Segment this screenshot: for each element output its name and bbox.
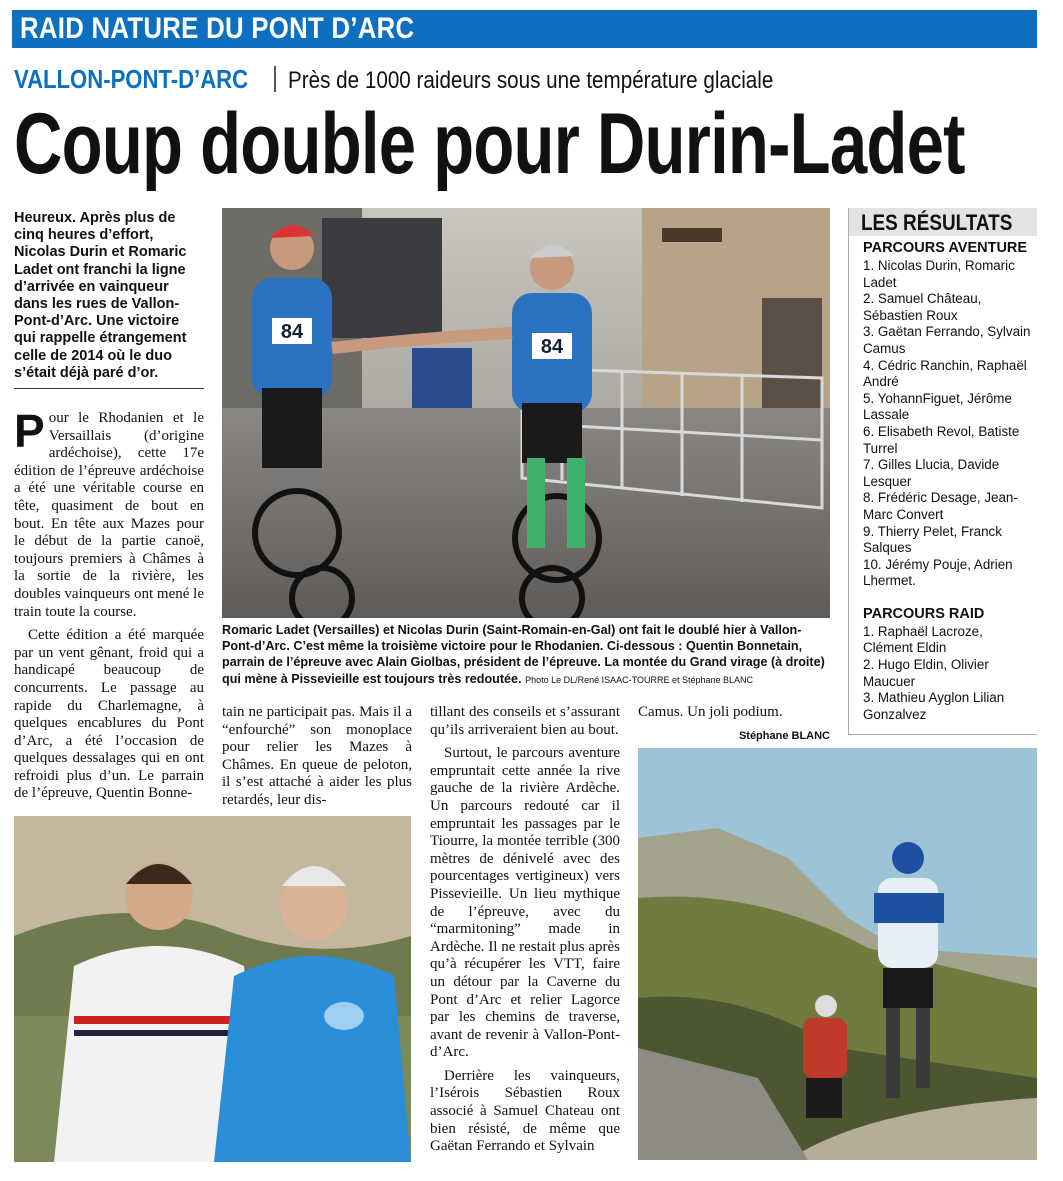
- photo-uphill-climb: [638, 748, 1037, 1160]
- photo-finish-line: [222, 208, 830, 618]
- result-item: 2. Hugo Eldin, Olivier Maucuer: [863, 657, 989, 689]
- result-item: 10. Jérémy Pouje, Adrien Lhermet.: [863, 556, 1013, 589]
- article-column-1: [14, 405, 204, 809]
- paragraph: Derrière les vainqueurs, l’Isérois Sébastien Roux associé à Samuel Chateau ont bien résisté, de même que Gaëtan Ferrando et Sylvain: [430, 1067, 620, 1155]
- finish-line-illustration: [222, 208, 830, 618]
- result-item: 8. Frédéric Desage, Jean-Marc Convert: [863, 490, 1018, 522]
- article-column-2: [222, 704, 412, 816]
- photo-portrait-pair: [14, 816, 411, 1162]
- results-box: [848, 208, 1037, 735]
- kicker-location: VALLON-PONT-D’ARC: [14, 64, 249, 94]
- paragraph: tillant des conseils et s’assurant qu’ils arriveraient bien au bout.: [430, 704, 620, 738]
- result-item: 4. Cédric Ranchin, Raphaël André: [863, 357, 1027, 390]
- climb-illustration: [638, 748, 1037, 1160]
- chapo: Heureux. Après plus de cinq heures d’effort, Nicolas Durin et Romaric Ladet ont franchi la ligne d’arrivée en vainqueur dans les rues de Vallon-Pont-d’Arc. Une victoire qui rappelle étrangement celle de 2014 où le duo s’était déjà paré d’or.: [14, 210, 187, 381]
- paragraph: tain ne participait pas. Mais il a “enfourché” son monoplace pour relier les Mazes à Châmes. En queue de peloton, il s’est attaché à aider les plus retardés, leur dis-: [222, 704, 412, 808]
- results-title: LES RÉSULTATS: [861, 210, 1013, 235]
- result-item: 1. Nicolas Durin, Romaric Ladet: [863, 258, 1015, 290]
- kicker-separator: [274, 66, 276, 92]
- signature: Stéphane BLANC: [738, 729, 830, 742]
- result-item: 9. Thierry Pelet, Franck Salques: [863, 523, 1002, 556]
- section-title: RAID NATURE DU PONT D’ARC: [20, 12, 415, 45]
- bib-number: 84: [540, 336, 564, 358]
- paragraph: Camus. Un joli podium.: [638, 704, 783, 720]
- photo-credit: Photo Le DL/René ISAAC-TOURRE et Stéphane BLANC: [525, 674, 754, 685]
- paragraph: our le Rhodanien et le Versaillais (d’origine ardéchoise), cette 17e édition de l’épreuve ardéchoise a été une véritable course en tête, quasiment de bout en bout. En tête aux Mazes pour le début de la partie canoë, toujours premiers à Châmes à la sortie de la rivière, les doubles vainqueurs ont mené le train toute la course.: [14, 410, 204, 620]
- article-column-3: [430, 704, 620, 1162]
- result-item: 3. Mathieu Ayglon Lilian Gonzalvez: [863, 690, 1005, 722]
- kicker-subtitle: Près de 1000 raideurs sous une température glaciale: [288, 67, 774, 94]
- caption-text: Romaric Ladet (Versailles) et Nicolas Durin (Saint-Romain-en-Gal) ont fait le doublé hier à Vallon-Pont-d’Arc. C’est même la troisième victoire pour le Rhodanien. Ci-dessous : Quentin Bonnetain, parrain de l’épreuve avec Alain Giolbas, président de l’épreuve. La montée du Grand virage (à droite) qui mène à Pissevieille est toujours très redoutée.: [222, 623, 825, 686]
- portrait-illustration: [14, 816, 411, 1162]
- result-item: 3. Gaëtan Ferrando, Sylvain Camus: [863, 324, 1031, 356]
- result-item: 6. Elisabeth Revol, Batiste Turrel: [863, 423, 1020, 456]
- drop-cap: P: [14, 405, 45, 457]
- headline: Coup double pour Durin-Ladet: [14, 96, 965, 192]
- divider: [14, 388, 204, 389]
- bib-number: 84: [280, 321, 304, 343]
- paragraph: Surtout, le parcours aventure empruntait cette année la rive gauche de la rivière Ardèche. Un parcours redouté car il empruntait les passages par le Tiourre, la montée terrible (300 mètres de dénivelé avec des pourcentages vertigineux) vers Pissevieille. Un lieu mythique de l’épreuve, avec du “marmitoning” made in Ardèche. Il ne restait plus après qu’à récupérer les VTT, faire un détour par la Caverne du Pont d’Arc et relier Lagorce par les chemins de traverse, avant de revenir à Vallon-Pont-d’Arc.: [430, 745, 620, 1061]
- article-column-4: [638, 704, 830, 745]
- kicker: [14, 64, 852, 96]
- result-item: 5. YohannFiguet, Jérôme Lassale: [863, 390, 1012, 423]
- raid-heading: PARCOURS RAID: [863, 605, 985, 622]
- results-title-bar: [849, 208, 1037, 236]
- aventure-heading: PARCOURS AVENTURE: [863, 240, 1028, 256]
- result-item: 1. Raphaël Lacroze, Clément Eldin: [863, 623, 983, 656]
- paragraph: Cette édition a été marquée par un vent gênant, froid qui a handicapé beaucoup de concurrents. Le passage au rapide du Charlemagne, à quelques encablures du Pont d’Arc, a été l’occasion de quelques dessalages qui en ont refroidi plus d’un. Le parrain de l’épreuve, Quentin Bonne-: [14, 627, 204, 802]
- section-banner: [12, 10, 1037, 48]
- result-item: 7. Gilles Llucia, Davide Lesquer: [863, 457, 1000, 489]
- result-item: 2. Samuel Château, Sébastien Roux: [863, 291, 982, 323]
- photo-caption: [222, 622, 830, 688]
